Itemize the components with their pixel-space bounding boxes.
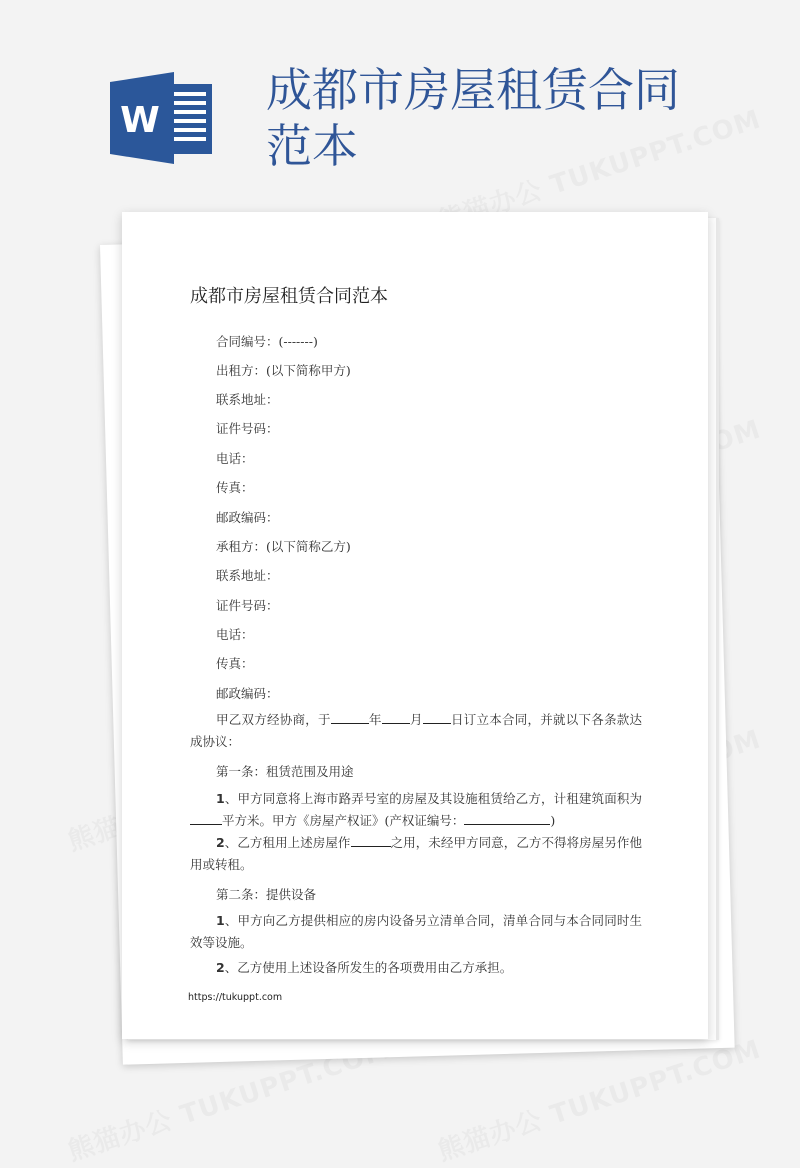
- field-line: 合同编号：(-------): [216, 334, 318, 349]
- item-text: 、乙方租用上述房屋作: [224, 835, 351, 850]
- field-line: 电话：: [216, 627, 254, 642]
- field-line: 承租方：(以下简称乙方): [216, 539, 351, 554]
- item-text: 、甲方向乙方提供相应的房内设备另立清单合同，清单合同与本合同同时生效等设施。: [190, 913, 642, 950]
- month-blank: [382, 711, 410, 724]
- agreement-text: 甲乙双方经协商，于: [216, 712, 331, 727]
- item-number: 2: [216, 835, 225, 850]
- item-text: 、甲方同意将上海市路弄号室的房屋及其设施租赁给乙方，计租建筑面积为: [224, 791, 642, 806]
- item-text: ): [550, 813, 556, 828]
- agreement-text: 日订立本合同，并就以下各条款达成协议：: [190, 712, 642, 749]
- page-title: 成都市房屋租赁合同范本: [266, 63, 680, 173]
- field-line: 传真：: [216, 480, 254, 495]
- svg-text:W: W: [120, 100, 160, 141]
- article1-item2: [190, 832, 642, 876]
- article1-item1: [190, 788, 642, 832]
- article-heading: 第一条：租赁范围及用途: [216, 764, 354, 779]
- word-document-icon: [110, 70, 214, 166]
- field-line: 传真：: [216, 656, 254, 671]
- document-page: [122, 212, 708, 1039]
- agreement-text: 年: [368, 712, 382, 727]
- field-line: 邮政编码：: [216, 686, 279, 701]
- item-number: 2: [216, 960, 225, 975]
- year-blank: [331, 711, 369, 724]
- field-line: 联系地址：: [216, 568, 279, 583]
- field-line: 邮政编码：: [216, 510, 279, 525]
- day-blank: [423, 711, 451, 724]
- field-line: 出租方：(以下简称甲方): [216, 363, 351, 378]
- article-heading: 第二条：提供设备: [216, 887, 317, 902]
- field-line: 电话：: [216, 451, 254, 466]
- item-number: 1: [216, 913, 225, 928]
- field-line: 联系地址：: [216, 392, 279, 407]
- item-number: 1: [216, 791, 225, 806]
- article2-item2: [190, 957, 642, 979]
- document-title: 成都市房屋租赁合同范本: [190, 286, 388, 307]
- certificate-number-blank: [464, 812, 550, 825]
- article2-item1: [190, 910, 642, 954]
- field-line: 证件号码：: [216, 598, 279, 613]
- item-text: 平方米。甲方《房屋产权证》(产权证编号：: [222, 813, 465, 828]
- field-line: 证件号码：: [216, 421, 279, 436]
- agreement-paragraph: [190, 709, 642, 753]
- item-text: 、乙方使用上述设备所发生的各项费用由乙方承担。: [224, 960, 513, 975]
- agreement-text: 月: [409, 712, 423, 727]
- item-text: 之用，未经甲方同意，乙方不得将房屋另作他用或转租。: [190, 835, 642, 872]
- area-blank: [190, 812, 222, 825]
- usage-blank: [351, 834, 391, 847]
- footer-url-link[interactable]: https://tukuppt.com: [188, 992, 283, 1003]
